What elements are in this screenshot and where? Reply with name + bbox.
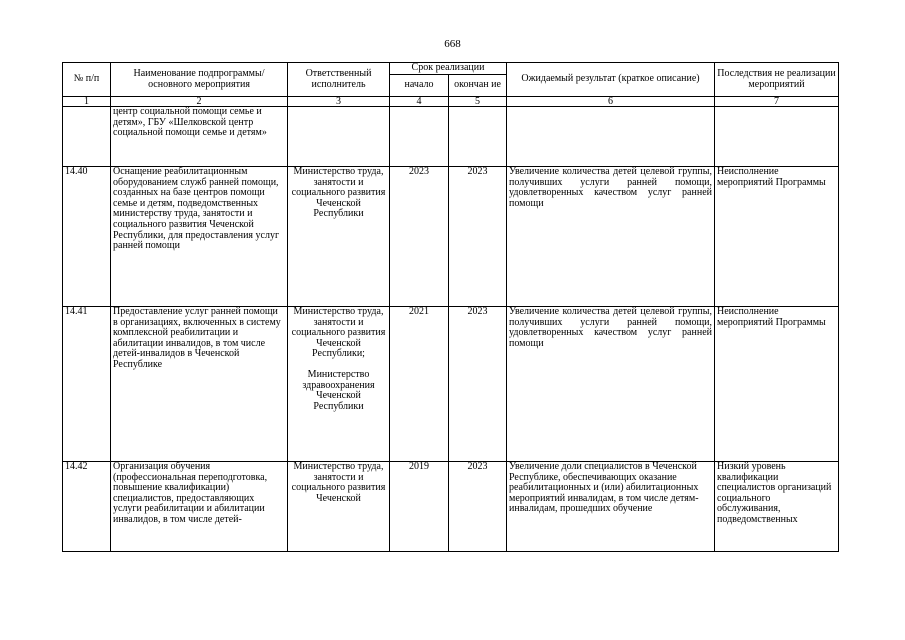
- row-responsible-cell: [288, 307, 390, 462]
- row-num: 14.41: [63, 307, 111, 462]
- column-number: 7: [715, 97, 839, 107]
- row-end: 2023: [449, 462, 507, 552]
- header-name: Наименование подпрограммы/ основного мероприятия: [111, 63, 288, 97]
- row-responsible-secondary: Министерство здравоохранения Чеченской Республики: [302, 368, 375, 412]
- column-number: 2: [111, 97, 288, 107]
- program-table: [62, 62, 839, 552]
- row-name: Оснащение реабилитационным оборудованием служб ранней помощи, созданных на базе центров помощи семье и детям, подведомственных министерству труда, занятости и социального развития Чеченской Республики, для предоставления услуг ранней помощи: [111, 167, 288, 307]
- page-number: 668: [444, 38, 461, 50]
- column-number: 3: [288, 97, 390, 107]
- continuation-row: [63, 107, 839, 167]
- row-consequences: Неисполнение мероприятий Программы: [715, 307, 839, 462]
- row-end: 2023: [449, 307, 507, 462]
- column-number: 5: [449, 97, 507, 107]
- table-row: [63, 307, 839, 462]
- header-term: Срок реализации: [390, 63, 507, 75]
- column-number: 6: [507, 97, 715, 107]
- row-consequences: Низкий уровень квалификации специалистов организаций социального обслуживания, подведомственных: [715, 462, 839, 552]
- header-end: окончан ие: [449, 75, 507, 97]
- header-consequences: Последствия не реализации мероприятий: [715, 63, 839, 97]
- row-consequences: Неисполнение мероприятий Программы: [715, 167, 839, 307]
- row-name: Организация обучения (профессиональная переподготовка, повышение квалификации) специалистов, предоставляющих услуги реабилитации и абилитации инвалидов, в том числе детей-: [111, 462, 288, 552]
- row-responsible: Министерство труда, занятости и социального развития Чеченской: [288, 462, 390, 552]
- header-responsible: Ответственный исполнитель: [288, 63, 390, 97]
- row-start: 2023: [390, 167, 449, 307]
- table-row: [63, 462, 839, 552]
- row-num: 14.40: [63, 167, 111, 307]
- header-result: Ожидаемый результат (краткое описание): [507, 63, 715, 97]
- row-num: 14.42: [63, 462, 111, 552]
- table-row: [63, 167, 839, 307]
- row-start: 2021: [390, 307, 449, 462]
- row-result: Увеличение количества детей целевой группы, получивших услуги ранней помощи, удовлетворенных качеством услуг ранней помощи: [507, 307, 715, 462]
- row-result: Увеличение количества детей целевой группы, получивших услуги ранней помощи, удовлетворенных качеством услуг ранней помощи: [507, 167, 715, 307]
- header-num: № п/п: [63, 63, 111, 97]
- continuation-text: центр социальной помощи семье и детям», ГБУ «Шелковской центр социальной помощи семье и детям»: [111, 107, 288, 167]
- column-number-row: [63, 97, 839, 107]
- row-name: Предоставление услуг ранней помощи в организациях, включенных в систему комплексной реабилитации и абилитации инвалидов, в том числе детей-инвалидов в Чеченской Республике: [111, 307, 288, 462]
- column-number: 1: [63, 97, 111, 107]
- header-start: начало: [390, 75, 449, 97]
- column-number: 4: [390, 97, 449, 107]
- row-end: 2023: [449, 167, 507, 307]
- row-start: 2019: [390, 462, 449, 552]
- row-responsible: Министерство труда, занятости и социального развития Чеченской Республики: [288, 167, 390, 307]
- row-responsible: Министерство труда, занятости и социального развития Чеченской Республики;: [291, 306, 386, 360]
- row-result: Увеличение доли специалистов в Чеченской Республике, обеспечивающих оказание реабилитационных и (или) абилитационных мероприятий инвалидам, в том числе детям-инвалидам, прошедших обучение: [507, 462, 715, 552]
